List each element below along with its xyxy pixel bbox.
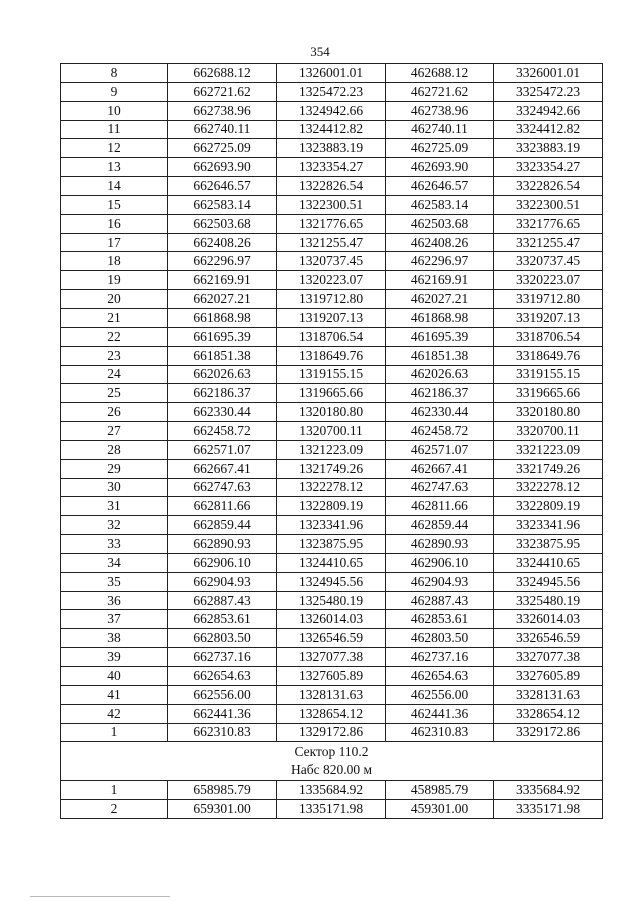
point-number-cell: 40 xyxy=(61,667,168,686)
point-number-cell: 9 xyxy=(61,82,168,101)
x2-coordinate-cell: 462186.37 xyxy=(386,384,494,403)
table-row xyxy=(61,233,603,252)
y2-coordinate-cell: 3324412.82 xyxy=(494,120,603,139)
x2-coordinate-cell: 462906.10 xyxy=(386,553,494,572)
y2-coordinate-cell: 3319712.80 xyxy=(494,290,603,309)
point-number-cell: 29 xyxy=(61,459,168,478)
y-coordinate-cell: 1322809.19 xyxy=(277,497,386,516)
y2-coordinate-cell: 3320180.80 xyxy=(494,403,603,422)
point-number-cell: 42 xyxy=(61,704,168,723)
x-coordinate-cell: 662747.63 xyxy=(168,478,277,497)
table-row xyxy=(61,384,603,403)
y-coordinate-cell: 1325472.23 xyxy=(277,82,386,101)
x2-coordinate-cell: 462859.44 xyxy=(386,516,494,535)
coordinates-table-body-top xyxy=(61,64,603,742)
point-number-cell: 36 xyxy=(61,591,168,610)
section-header-cell xyxy=(61,742,603,781)
y-coordinate-cell: 1319665.66 xyxy=(277,384,386,403)
scan-edge-line xyxy=(30,896,170,897)
point-number-cell: 19 xyxy=(61,271,168,290)
y-coordinate-cell: 1326014.03 xyxy=(277,610,386,629)
point-number-cell: 27 xyxy=(61,422,168,441)
table-row xyxy=(61,158,603,177)
table-row xyxy=(61,497,603,516)
y2-coordinate-cell: 3321776.65 xyxy=(494,214,603,233)
y-coordinate-cell: 1323883.19 xyxy=(277,139,386,158)
x2-coordinate-cell: 462737.16 xyxy=(386,648,494,667)
y-coordinate-cell: 1320180.80 xyxy=(277,403,386,422)
y-coordinate-cell: 1328654.12 xyxy=(277,704,386,723)
x-coordinate-cell: 662667.41 xyxy=(168,459,277,478)
y2-coordinate-cell: 3318649.76 xyxy=(494,346,603,365)
y-coordinate-cell: 1324410.65 xyxy=(277,553,386,572)
y-coordinate-cell: 1323354.27 xyxy=(277,158,386,177)
point-number-cell: 39 xyxy=(61,648,168,667)
point-number-cell: 17 xyxy=(61,233,168,252)
x2-coordinate-cell: 458985.79 xyxy=(386,781,494,800)
y2-coordinate-cell: 3335171.98 xyxy=(494,800,603,819)
y2-coordinate-cell: 3335684.92 xyxy=(494,781,603,800)
y2-coordinate-cell: 3319207.13 xyxy=(494,308,603,327)
y2-coordinate-cell: 3324942.66 xyxy=(494,101,603,120)
x2-coordinate-cell: 462503.68 xyxy=(386,214,494,233)
point-number-cell: 25 xyxy=(61,384,168,403)
y-coordinate-cell: 1324942.66 xyxy=(277,101,386,120)
point-number-cell: 18 xyxy=(61,252,168,271)
x-coordinate-cell: 662556.00 xyxy=(168,685,277,704)
table-row xyxy=(61,327,603,346)
x-coordinate-cell: 662458.72 xyxy=(168,422,277,441)
y-coordinate-cell: 1323341.96 xyxy=(277,516,386,535)
y2-coordinate-cell: 3319155.15 xyxy=(494,365,603,384)
x2-coordinate-cell: 462693.90 xyxy=(386,158,494,177)
point-number-cell: 35 xyxy=(61,572,168,591)
x2-coordinate-cell: 462738.96 xyxy=(386,101,494,120)
y2-coordinate-cell: 3325472.23 xyxy=(494,82,603,101)
x2-coordinate-cell: 462583.14 xyxy=(386,195,494,214)
x2-coordinate-cell: 462890.93 xyxy=(386,535,494,554)
table-row xyxy=(61,572,603,591)
y2-coordinate-cell: 3327605.89 xyxy=(494,667,603,686)
y-coordinate-cell: 1318649.76 xyxy=(277,346,386,365)
x-coordinate-cell: 662904.93 xyxy=(168,572,277,591)
table-row xyxy=(61,478,603,497)
point-number-cell: 12 xyxy=(61,139,168,158)
x-coordinate-cell: 662646.57 xyxy=(168,177,277,196)
point-number-cell: 1 xyxy=(61,781,168,800)
x2-coordinate-cell: 462803.50 xyxy=(386,629,494,648)
y-coordinate-cell: 1321749.26 xyxy=(277,459,386,478)
y2-coordinate-cell: 3326001.01 xyxy=(494,64,603,83)
point-number-cell: 31 xyxy=(61,497,168,516)
x2-coordinate-cell: 462740.11 xyxy=(386,120,494,139)
table-row xyxy=(61,553,603,572)
table-row xyxy=(61,101,603,120)
y-coordinate-cell: 1335171.98 xyxy=(277,800,386,819)
x2-coordinate-cell: 462330.44 xyxy=(386,403,494,422)
y-coordinate-cell: 1326546.59 xyxy=(277,629,386,648)
point-number-cell: 41 xyxy=(61,685,168,704)
x2-coordinate-cell: 462667.41 xyxy=(386,459,494,478)
y2-coordinate-cell: 3322300.51 xyxy=(494,195,603,214)
x2-coordinate-cell: 462887.43 xyxy=(386,591,494,610)
y2-coordinate-cell: 3328654.12 xyxy=(494,704,603,723)
x-coordinate-cell: 662503.68 xyxy=(168,214,277,233)
x-coordinate-cell: 662310.83 xyxy=(168,723,277,742)
x2-coordinate-cell: 462169.91 xyxy=(386,271,494,290)
section-header-body xyxy=(61,742,603,781)
y-coordinate-cell: 1323875.95 xyxy=(277,535,386,554)
table-row xyxy=(61,610,603,629)
x2-coordinate-cell: 462027.21 xyxy=(386,290,494,309)
y2-coordinate-cell: 3323354.27 xyxy=(494,158,603,177)
table-row xyxy=(61,346,603,365)
x-coordinate-cell: 662803.50 xyxy=(168,629,277,648)
y-coordinate-cell: 1319712.80 xyxy=(277,290,386,309)
point-number-cell: 1 xyxy=(61,723,168,742)
x2-coordinate-cell: 461695.39 xyxy=(386,327,494,346)
x-coordinate-cell: 662890.93 xyxy=(168,535,277,554)
y-coordinate-cell: 1327077.38 xyxy=(277,648,386,667)
y2-coordinate-cell: 3320700.11 xyxy=(494,422,603,441)
y2-coordinate-cell: 3322278.12 xyxy=(494,478,603,497)
x2-coordinate-cell: 462747.63 xyxy=(386,478,494,497)
x-coordinate-cell: 662693.90 xyxy=(168,158,277,177)
y-coordinate-cell: 1321776.65 xyxy=(277,214,386,233)
table-row xyxy=(61,271,603,290)
y2-coordinate-cell: 3323875.95 xyxy=(494,535,603,554)
point-number-cell: 32 xyxy=(61,516,168,535)
x-coordinate-cell: 662906.10 xyxy=(168,553,277,572)
point-number-cell: 26 xyxy=(61,403,168,422)
y2-coordinate-cell: 3321223.09 xyxy=(494,440,603,459)
x2-coordinate-cell: 462904.93 xyxy=(386,572,494,591)
table-row xyxy=(61,591,603,610)
y-coordinate-cell: 1318706.54 xyxy=(277,327,386,346)
y-coordinate-cell: 1319155.15 xyxy=(277,365,386,384)
x-coordinate-cell: 662408.26 xyxy=(168,233,277,252)
table-row xyxy=(61,781,603,800)
y2-coordinate-cell: 3318706.54 xyxy=(494,327,603,346)
table-row xyxy=(61,365,603,384)
x-coordinate-cell: 662725.09 xyxy=(168,139,277,158)
table-row xyxy=(61,195,603,214)
section-subtitle: Набс 820.00 м xyxy=(290,762,373,778)
x-coordinate-cell: 662859.44 xyxy=(168,516,277,535)
x2-coordinate-cell: 462721.62 xyxy=(386,82,494,101)
x2-coordinate-cell: 462026.63 xyxy=(386,365,494,384)
y-coordinate-cell: 1325480.19 xyxy=(277,591,386,610)
x-coordinate-cell: 662654.63 xyxy=(168,667,277,686)
table-row xyxy=(61,64,603,83)
y2-coordinate-cell: 3320223.07 xyxy=(494,271,603,290)
table-row xyxy=(61,667,603,686)
y2-coordinate-cell: 3321255.47 xyxy=(494,233,603,252)
y2-coordinate-cell: 3325480.19 xyxy=(494,591,603,610)
point-number-cell: 33 xyxy=(61,535,168,554)
table-row xyxy=(61,177,603,196)
x-coordinate-cell: 662721.62 xyxy=(168,82,277,101)
section-header-row xyxy=(61,742,603,781)
point-number-cell: 34 xyxy=(61,553,168,572)
x-coordinate-cell: 662571.07 xyxy=(168,440,277,459)
y2-coordinate-cell: 3319665.66 xyxy=(494,384,603,403)
y2-coordinate-cell: 3322809.19 xyxy=(494,497,603,516)
x-coordinate-cell: 662740.11 xyxy=(168,120,277,139)
x2-coordinate-cell: 462441.36 xyxy=(386,704,494,723)
x-coordinate-cell: 658985.79 xyxy=(168,781,277,800)
y2-coordinate-cell: 3323341.96 xyxy=(494,516,603,535)
y-coordinate-cell: 1322278.12 xyxy=(277,478,386,497)
table-row xyxy=(61,648,603,667)
x-coordinate-cell: 662441.36 xyxy=(168,704,277,723)
y2-coordinate-cell: 3320737.45 xyxy=(494,252,603,271)
point-number-cell: 22 xyxy=(61,327,168,346)
point-number-cell: 11 xyxy=(61,120,168,139)
table-row xyxy=(61,440,603,459)
x-coordinate-cell: 662737.16 xyxy=(168,648,277,667)
point-number-cell: 23 xyxy=(61,346,168,365)
y2-coordinate-cell: 3322826.54 xyxy=(494,177,603,196)
table-row xyxy=(61,214,603,233)
point-number-cell: 15 xyxy=(61,195,168,214)
y-coordinate-cell: 1324412.82 xyxy=(277,120,386,139)
y-coordinate-cell: 1335684.92 xyxy=(277,781,386,800)
table-row xyxy=(61,685,603,704)
x-coordinate-cell: 661695.39 xyxy=(168,327,277,346)
x-coordinate-cell: 662169.91 xyxy=(168,271,277,290)
table-row xyxy=(61,403,603,422)
y2-coordinate-cell: 3329172.86 xyxy=(494,723,603,742)
y2-coordinate-cell: 3324410.65 xyxy=(494,553,603,572)
x-coordinate-cell: 661851.38 xyxy=(168,346,277,365)
table-row xyxy=(61,723,603,742)
y-coordinate-cell: 1322826.54 xyxy=(277,177,386,196)
x2-coordinate-cell: 462725.09 xyxy=(386,139,494,158)
table-row xyxy=(61,422,603,441)
point-number-cell: 13 xyxy=(61,158,168,177)
table-row xyxy=(61,516,603,535)
y-coordinate-cell: 1321255.47 xyxy=(277,233,386,252)
x-coordinate-cell: 661868.98 xyxy=(168,308,277,327)
point-number-cell: 8 xyxy=(61,64,168,83)
y2-coordinate-cell: 3327077.38 xyxy=(494,648,603,667)
y-coordinate-cell: 1327605.89 xyxy=(277,667,386,686)
y-coordinate-cell: 1326001.01 xyxy=(277,64,386,83)
y2-coordinate-cell: 3328131.63 xyxy=(494,685,603,704)
x2-coordinate-cell: 461868.98 xyxy=(386,308,494,327)
x-coordinate-cell: 662330.44 xyxy=(168,403,277,422)
table-row xyxy=(61,535,603,554)
y-coordinate-cell: 1321223.09 xyxy=(277,440,386,459)
x-coordinate-cell: 662738.96 xyxy=(168,101,277,120)
x-coordinate-cell: 659301.00 xyxy=(168,800,277,819)
point-number-cell: 21 xyxy=(61,308,168,327)
point-number-cell: 14 xyxy=(61,177,168,196)
point-number-cell: 38 xyxy=(61,629,168,648)
table-row xyxy=(61,120,603,139)
y-coordinate-cell: 1319207.13 xyxy=(277,308,386,327)
x-coordinate-cell: 662583.14 xyxy=(168,195,277,214)
point-number-cell: 37 xyxy=(61,610,168,629)
y-coordinate-cell: 1320737.45 xyxy=(277,252,386,271)
x2-coordinate-cell: 462571.07 xyxy=(386,440,494,459)
y2-coordinate-cell: 3326014.03 xyxy=(494,610,603,629)
x2-coordinate-cell: 461851.38 xyxy=(386,346,494,365)
x-coordinate-cell: 662811.66 xyxy=(168,497,277,516)
point-number-cell: 20 xyxy=(61,290,168,309)
x2-coordinate-cell: 462688.12 xyxy=(386,64,494,83)
x2-coordinate-cell: 462646.57 xyxy=(386,177,494,196)
table-row xyxy=(61,139,603,158)
table-row xyxy=(61,459,603,478)
x2-coordinate-cell: 462408.26 xyxy=(386,233,494,252)
y-coordinate-cell: 1329172.86 xyxy=(277,723,386,742)
point-number-cell: 10 xyxy=(61,101,168,120)
page-number: 354 xyxy=(310,44,330,59)
x2-coordinate-cell: 462811.66 xyxy=(386,497,494,516)
section-title: Сектор 110.2 xyxy=(294,744,369,760)
x-coordinate-cell: 662027.21 xyxy=(168,290,277,309)
x2-coordinate-cell: 459301.00 xyxy=(386,800,494,819)
y-coordinate-cell: 1328131.63 xyxy=(277,685,386,704)
x2-coordinate-cell: 462853.61 xyxy=(386,610,494,629)
coordinates-table xyxy=(60,63,603,819)
y-coordinate-cell: 1322300.51 xyxy=(277,195,386,214)
table-row xyxy=(61,704,603,723)
table-row xyxy=(61,308,603,327)
x-coordinate-cell: 662853.61 xyxy=(168,610,277,629)
x-coordinate-cell: 662887.43 xyxy=(168,591,277,610)
x-coordinate-cell: 662026.63 xyxy=(168,365,277,384)
point-number-cell: 16 xyxy=(61,214,168,233)
y-coordinate-cell: 1324945.56 xyxy=(277,572,386,591)
x2-coordinate-cell: 462556.00 xyxy=(386,685,494,704)
y-coordinate-cell: 1320700.11 xyxy=(277,422,386,441)
y2-coordinate-cell: 3326546.59 xyxy=(494,629,603,648)
point-number-cell: 28 xyxy=(61,440,168,459)
y2-coordinate-cell: 3321749.26 xyxy=(494,459,603,478)
table-row xyxy=(61,800,603,819)
point-number-cell: 2 xyxy=(61,800,168,819)
table-row xyxy=(61,82,603,101)
x2-coordinate-cell: 462310.83 xyxy=(386,723,494,742)
table-row xyxy=(61,252,603,271)
table-row xyxy=(61,629,603,648)
x-coordinate-cell: 662688.12 xyxy=(168,64,277,83)
point-number-cell: 24 xyxy=(61,365,168,384)
x2-coordinate-cell: 462654.63 xyxy=(386,667,494,686)
y2-coordinate-cell: 3323883.19 xyxy=(494,139,603,158)
coordinates-table-body-bottom xyxy=(61,781,603,819)
x-coordinate-cell: 662296.97 xyxy=(168,252,277,271)
table-row xyxy=(61,290,603,309)
y-coordinate-cell: 1320223.07 xyxy=(277,271,386,290)
x-coordinate-cell: 662186.37 xyxy=(168,384,277,403)
y2-coordinate-cell: 3324945.56 xyxy=(494,572,603,591)
x2-coordinate-cell: 462458.72 xyxy=(386,422,494,441)
x2-coordinate-cell: 462296.97 xyxy=(386,252,494,271)
point-number-cell: 30 xyxy=(61,478,168,497)
